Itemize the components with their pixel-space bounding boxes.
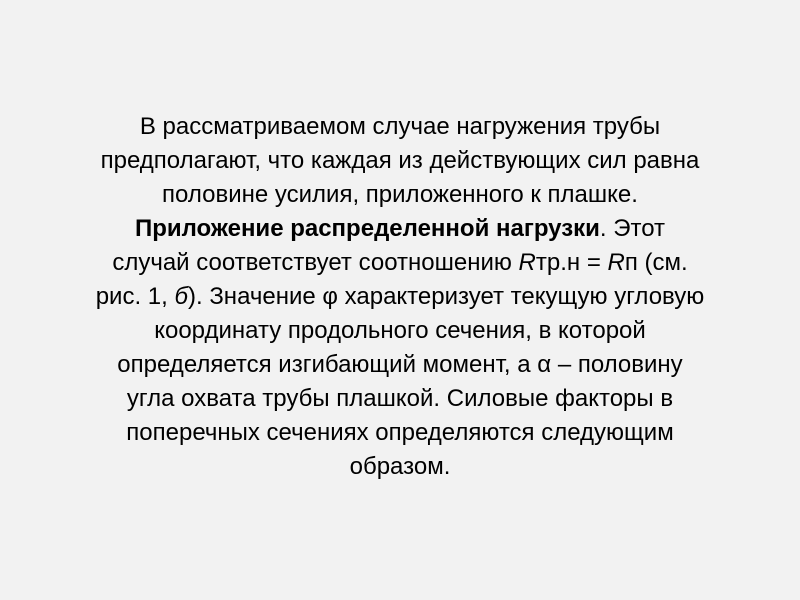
text-line <box>40 212 760 246</box>
text-fragment: тр.н = <box>535 249 608 276</box>
text-line: предполагают, что каждая из действующих сил равна <box>100 147 700 174</box>
figure-label: б <box>174 283 188 310</box>
variable-r: R <box>518 249 536 276</box>
text-line: угла охвата трубы плашкой. Силовые факторы в <box>126 385 674 412</box>
text-line: половине усилия, приложенного к плашке. <box>162 181 638 208</box>
text-line: В рассматриваемом случае нагружения трубы <box>139 113 661 140</box>
text-line: определяется изгибающий момент, а α – половину <box>117 351 683 378</box>
text-fragment: п (см. <box>624 249 688 276</box>
text-line: координату продольного сечения, в которой <box>154 317 646 344</box>
body-paragraph <box>40 110 760 484</box>
text-fragment: случай соответствует соотношению <box>112 249 519 276</box>
text-line <box>40 246 760 280</box>
text-line: поперечных сечениях определяются следующим <box>126 419 674 446</box>
text-fragment: ). Значение φ характеризует текущую угловую <box>187 283 705 310</box>
variable-r: R <box>607 249 625 276</box>
text-line: образом. <box>349 453 451 480</box>
text-line <box>40 280 760 314</box>
bold-heading-text: Приложение распределенной нагрузки <box>134 215 600 242</box>
text-fragment: . Этот <box>599 215 666 242</box>
text-fragment: рис. 1, <box>95 283 175 310</box>
